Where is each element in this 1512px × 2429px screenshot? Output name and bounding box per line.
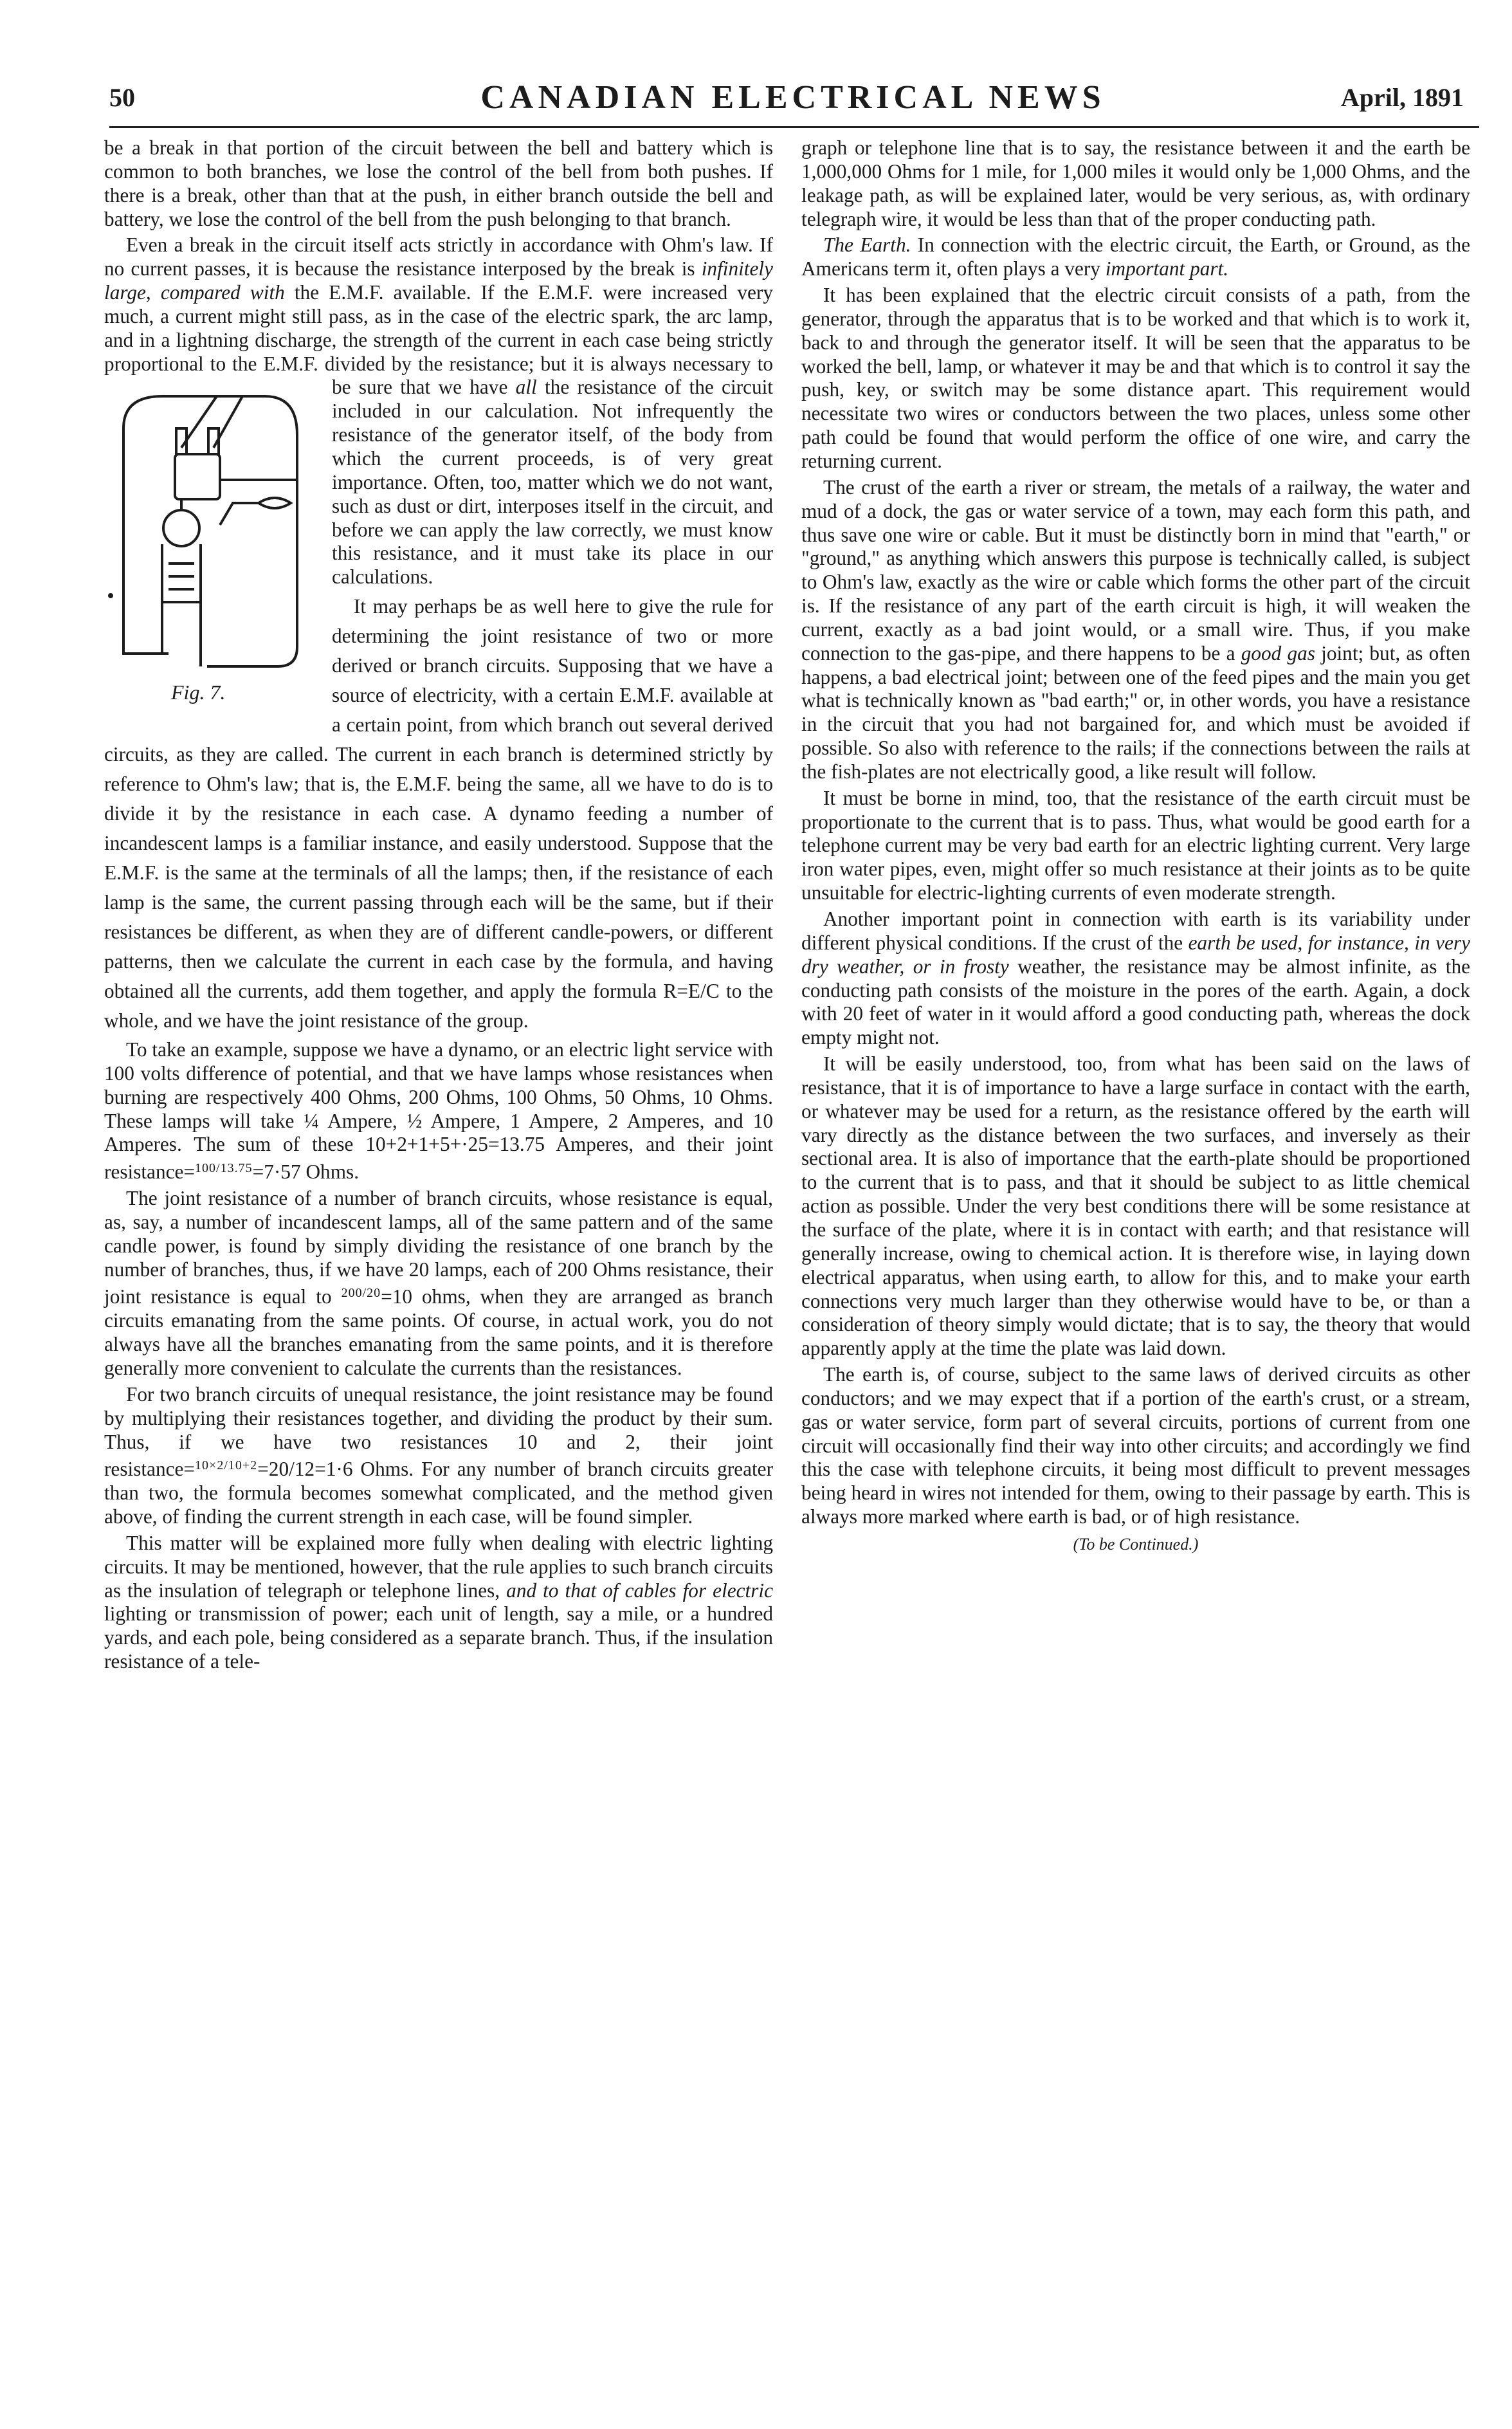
publication-title: CANADIAN ELECTRICAL NEWS (480, 79, 1106, 116)
text-run: the resistance of the circuit included in our calculation. Not infrequently the resistance of the generator itself, of the body from which the current proceeds, is of very great importance. Often, too, matter which we do not want, such as dust or dirt, interposes itself in the circuit, and before we can apply the law correctly, we must know this resistance, and it must take its place in our calculations. (332, 376, 773, 589)
paragraph (104, 1187, 773, 1380)
header-rule (109, 126, 1479, 128)
paragraph: It has been explained that the electric circuit consists of a path, from the generator, through the apparatus that is to be worked and that which is to work it, back to and through the generator itself. It will be seen that the apparatus to be worked the bell, lamp, or whatever it may be and that which is to control it say the push, key, or switch may be some distance apart. This requirement would necessitate two wires or conductors between the two places, unless some other path could be found that would perform the office of one wire, and carry the returning current. (801, 284, 1470, 472)
text-run: weather, the resistance may be almost infinite, as the conducting path consists of the moisture in the pores of the earth. Again, a dock with 20 feet of water in it would afford a good conducting path, whereas the dock empty might not. (801, 955, 1471, 1049)
text-run: In connection with the electric circuit, the Earth, or Ground, as the Americans term it, often plays a very (801, 234, 1470, 280)
paragraph (104, 1383, 773, 1529)
paragraph: graph or telephone line that is to say, the resistance between it and the earth be 1,000,000 Ohms for 1 mile, for 1,000 miles it would only be 1,000 Ohms, and the leakage path, as will be explained later, would be very serious, as, with ordinary telegraph wire, it would be less than that of the proper conducting path. (801, 136, 1470, 230)
text-run: Even a break in the circuit itself acts strictly in accordance with Ohm's law. If no current passes, it is because the resistance interposed by the break is (104, 234, 773, 280)
text-run: Another important point in connection with earth is its variability under different physical conditions. If the crust of the (801, 908, 1470, 954)
text-run: To take an example, suppose we have a dynamo, or an electric light service with 100 volts difference of potential, and that we have lamps whose resistances when burning are respectively 400 Ohms, 200 Ohms, 100 Ohms, 50 Ohms, 10 Ohms. These lamps will take ¼ Ampere, ½ Ampere, 1 Ampere, 2 Amperes, and 10 Amperes. The sum of these 10+2+1+5+·25=13.75 Amperes, and their joint resistance= (104, 1038, 773, 1184)
paragraph: The earth is, of course, subject to the same laws of derived circuits as other conductors; and we may expect that if a portion of the earth's crust, or a stream, gas or water service, form part of several circuits, portions of current from one circuit will occasionally find their way into other circuits; and accordingly we find this the case with telephone circuits, it being most difficult to prevent messages being heard in wires not intended for them, owing to their passage by earth. This is always more marked where earth is bad, or of high resistance. (801, 1363, 1470, 1528)
continued-note: (To be Continued.) (1073, 1534, 1199, 1554)
paragraph: It will be easily understood, too, from what has been said on the laws of resistance, that it is of importance to have a large surface in contact with the earth, or whatever may be used for a return, as the resistance offered by the earth will vary directly as the distance between the two surfaces, and inversely as their sectional area. It is also of importance that the earth-plate should be proportioned to the current that is to pass, and that it should be subject to as little chemical action as possible. Under the very best conditions there will be some resistance at the surface of the plate, where it is in contact with earth; and that resistance will generally increase, owing to chemical action. It is therefore wise, in laying down electrical apparatus, when using earth, to allow for this, and to make your earth connections very much larger than they otherwise would have to be, or than a consideration of theory simply would dictate; that is to say, the theory that would apparently apply at the time the plate was laid down. (801, 1052, 1470, 1360)
text-run: =20/12=1·6 Ohms. For any number of branch circuits greater than two, the formula becomes somewhat complicated, and the method given above, of finding the current strength in each case, will be found simpler. (104, 1458, 773, 1528)
text-run: The joint resistance of a number of branch circuits, whose resistance is equal, as, say, a number of incandescent lamps, all of the same pattern and of the same candle power, is found by simply dividing the resistance of one branch by the number of branches, thus, if we have 20 lamps, each of 200 Ohms resistance, their joint resistance is equal to (104, 1187, 773, 1308)
paragraph (104, 1532, 773, 1674)
issue-date: April, 1891 (1340, 83, 1464, 112)
fraction: 100/13.75 (195, 1161, 253, 1176)
text-run: =7·57 Ohms. (252, 1160, 360, 1184)
right-column (801, 136, 1470, 1557)
text-run: For two branch circuits of unequal resistance, the joint resistance may be found by multiplying their resistances together, and dividing the product by their sum. Thus, if we have two resistances 10 and 2, their joint resistance= (104, 1382, 773, 1481)
fraction: 10×2/10+2 (195, 1458, 258, 1473)
page-header (109, 78, 1477, 124)
text-run: This matter will be explained more fully when dealing with electric lighting circuits. It may be mentioned, however, that the rule applies to such branch circuits as the insulation of telegraph or telephone lines, (104, 1531, 773, 1602)
bell-circuit-diagram (104, 377, 323, 711)
paragraph (104, 234, 773, 704)
paragraph (801, 908, 1470, 1050)
section-heading: The Earth. (823, 234, 911, 257)
text-run: the E.M.F. available. If the E.M.F. were increased very much, a current might still pass, as in the case of the electric spark, the arc lamp, and in a lightning discharge, the strength of the current in each case being strictly proportional to the E.M.F. divided by the resistance; but it is always necessary to be sure that we have (104, 281, 773, 399)
italic-run: and to that of cables for electric (506, 1579, 773, 1602)
left-column (104, 136, 773, 1674)
paragraph: It must be borne in mind, too, that the resistance of the earth circuit must be proportionate to the current that is to pass. Thus, what would be good earth for a telephone current may be very bad earth for an electric lighting current. Very large iron water pipes, even, might offer so much resistance at their joints as to be quite unsuitable for electric-lighting currents of even moderate strength. (801, 786, 1470, 904)
text-run: It may perhaps be as well here to give the rule for determining the joint resistance of two or more derived or branch circuits. Supposing that we have a source of electricity, with a certain E.M.F. available at a certain point, from which branch out several derived circuits, as they are called. The current in each branch is determined strictly by reference to Ohm's law; that is, the E.M.F. being the same, all we have to do is to divide it by the resistance in each case. A dynamo feeding a number of incandescent lamps is a familiar instance, and easily understood. Suppose that the E.M.F. is the same at the terminals of all the lamps; then, if the resistance of each lamp is the same, the current passing through each will be the same, but if their resistances be different, as when they are of different candle-powers, or different patterns, then we calculate the current in each case by the formula, and having obtained all the currents, add them together, and apply the formula (104, 595, 773, 1003)
text-run: lighting or transmission of power; each unit of length, say a mile, or a hundred yards, and each pole, being considered as a separate branch. Thus, if the insulation resistance of a tele- (104, 1602, 773, 1673)
text-run: The crust of the earth a river or stream, the metals of a railway, the water and mud of a dock, the gas or water service of a town, may each form this path, and thus save one wire or cable. But it must be distinctly born in mind that "earth," or "ground," as anything which answers this purpose is technically called, is subject to Ohm's law, exactly as the wire or cable which forms the other part of the circuit is. If the resistance of any part of the earth circuit is high, it will weaken the current, exactly as a bad joint would, or a small wire. Thus, if you make connection to the gas-pipe, and there happens to be a (801, 475, 1470, 665)
paragraph (801, 476, 1470, 784)
italic-run: important part. (1105, 257, 1229, 280)
figure-7 (104, 377, 323, 711)
fraction: 200/20 (341, 1286, 381, 1301)
italic-run: infinitely large, compared with (104, 257, 773, 304)
italic-run: earth be used, for instance, in very dry weather, or in frosty (801, 931, 1470, 978)
text-run: all (515, 376, 537, 399)
paragraph (104, 1038, 773, 1184)
italic-run: good gas (1241, 641, 1315, 665)
text-run: joint; but, as often happens, a bad electrical joint; between one of the feed pipes and the main you get what is technically known as "bad earth;" or, in other words, you have a resistance in the circuit that you had not bargained for, and which must be avoided if possible. So also with reference to the rails; if the connections between the rails at the fish-plates are not electrically good, a like result will follow. (801, 641, 1470, 783)
formula: R=E/C (663, 980, 720, 1003)
page-number: 50 (109, 83, 135, 112)
text-run: to the whole, and we have the joint resistance of the group. (104, 980, 774, 1032)
paragraph: be a break in that portion of the circuit between the bell and battery which is common to both branches, we lose the control of the bell from both pushes. If there is a break, other than that at the push, in either branch outside the bell and battery, we lose the control of the bell from the push belonging to that branch. (104, 136, 773, 230)
paragraph (801, 234, 1470, 281)
text-run: =10 ohms, when they are arranged as branch circuits emanating from the same points. Of course, in actual work, you do not always have all the branches emanating from the same points, and it is therefore generally more convenient to calculate the currents than the resistances. (104, 1285, 773, 1379)
figure-caption: Fig. 7. (171, 681, 226, 704)
